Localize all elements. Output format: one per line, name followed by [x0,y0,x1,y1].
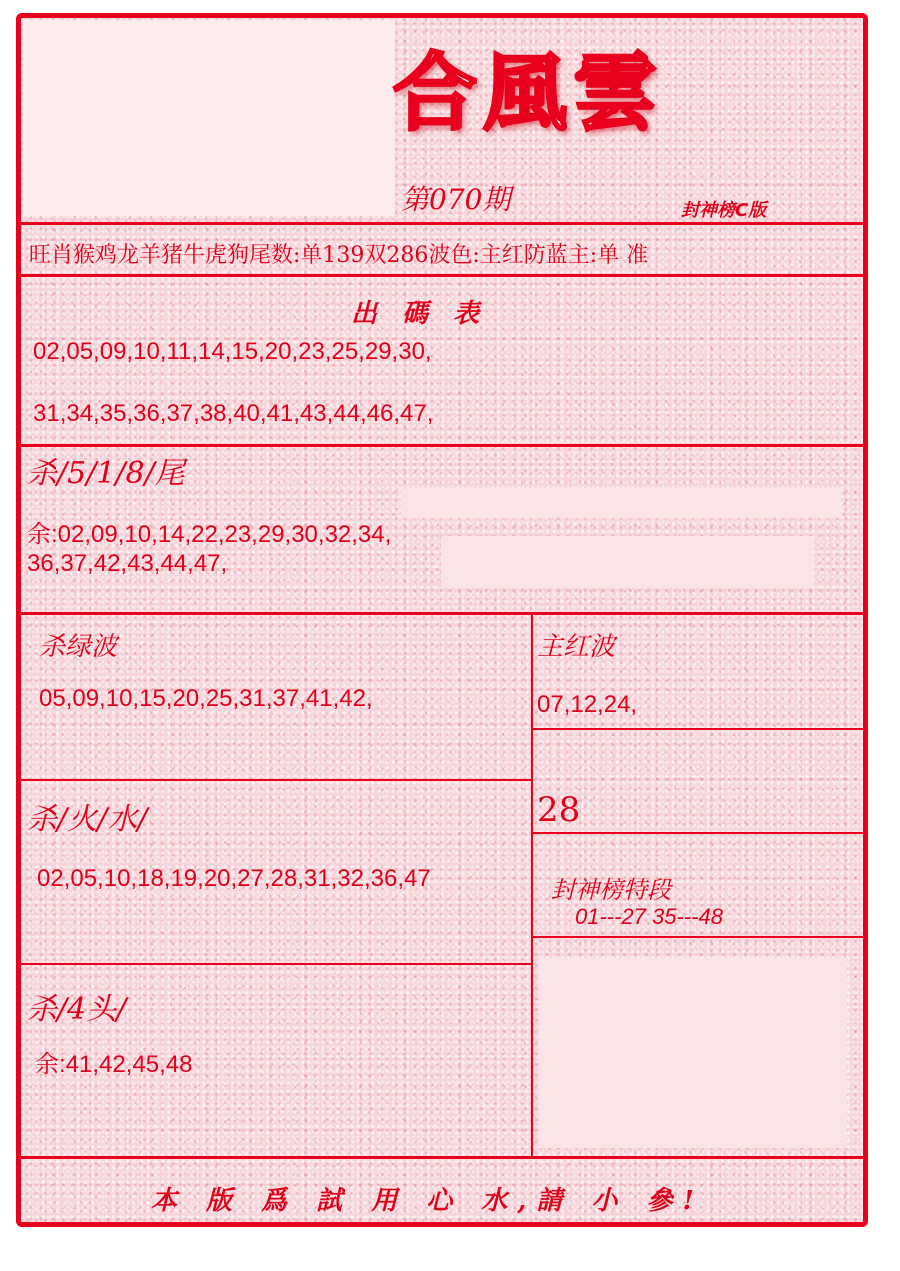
divider [21,612,863,615]
special-range: 01---27 35---48 [575,904,723,929]
divider [21,963,531,965]
divider [533,936,863,938]
divider [533,832,863,834]
kill-head-label: 杀/4头/ [27,992,127,1027]
divider [533,728,863,730]
chart-table-title: 出 碼 表 [351,299,488,329]
newspaper-sheet [16,13,868,1227]
masthead-title: 合風雲 [393,43,664,142]
divider [21,1156,863,1159]
kill-tail-row-1: 余:02,09,10,14,22,23,29,30,32,34, [27,521,392,548]
edition-label: 封神榜C版 [681,200,767,221]
column-divider [531,614,533,1156]
chart-table-row-2: 31,34,35,36,37,38,40,41,43,44,46,47, [33,400,434,427]
divider [21,444,863,447]
kill-green-numbers: 05,09,10,15,20,25,31,37,41,42, [39,685,373,712]
footer-note: 本 版 爲 試 用 心 水,請 小 參! [151,1186,704,1216]
single-number: 28 [537,790,581,830]
header-blank-panel [23,20,395,216]
kill-element-numbers: 02,05,10,18,19,20,27,28,31,32,36,47 [37,865,431,892]
divider [21,779,531,781]
kill-green-label: 杀绿波 [39,632,118,662]
blank-panel [539,958,847,1148]
blank-panel [441,536,813,588]
kill-tail-label: 杀/5/1/8/尾 [27,456,185,491]
info-line: 旺肖猴鸡龙羊猪牛虎狗尾数:单139双286波色:主红防蓝主:单 准 [29,243,649,268]
chart-table-row-1: 02,05,09,10,11,14,15,20,23,25,29,30, [33,338,432,365]
divider [21,222,863,225]
blank-panel [401,488,841,518]
divider [21,274,863,277]
main-red-label: 主红波 [537,632,616,662]
special-label: 封神榜特段 [551,876,671,904]
kill-head-numbers: 余:41,42,45,48 [35,1051,193,1078]
kill-tail-row-2: 36,37,42,43,44,47, [27,550,228,577]
issue-number: 第070期 [401,183,511,216]
main-red-numbers: 07,12,24, [537,691,638,718]
kill-element-label: 杀/火/水/ [27,802,148,837]
